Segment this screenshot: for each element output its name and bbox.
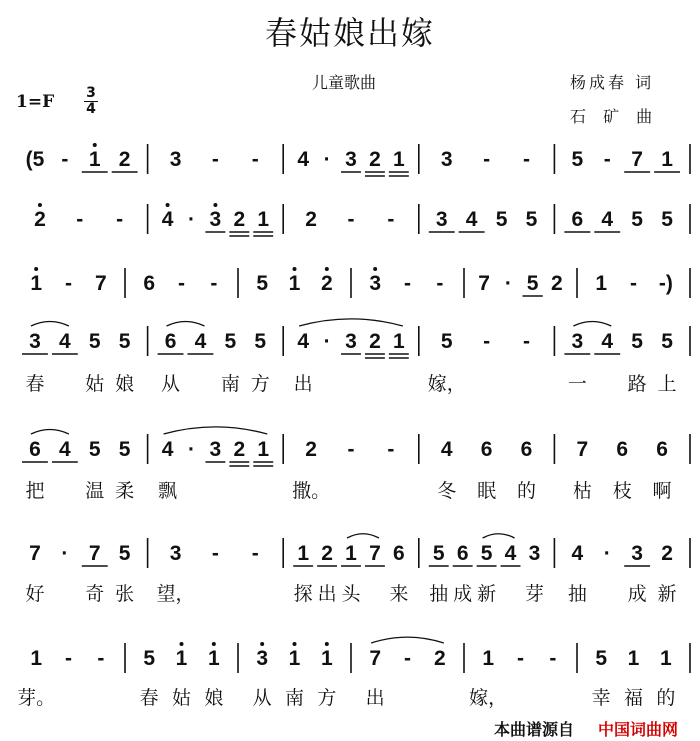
note: 4 xyxy=(59,330,71,353)
note: 2 xyxy=(34,208,46,231)
note: 4 xyxy=(465,208,478,231)
note: - xyxy=(65,647,72,670)
lyric-char: 望， xyxy=(156,583,195,605)
note: - xyxy=(61,148,69,171)
note: - xyxy=(387,438,395,461)
note: 2 xyxy=(369,330,381,353)
note: - xyxy=(404,647,411,670)
lyric-char: 出 xyxy=(293,373,313,395)
note: 2 xyxy=(661,542,673,565)
note: - xyxy=(404,272,411,295)
note: - xyxy=(522,330,530,353)
lyric-char: 方 xyxy=(250,373,270,395)
lyric-char: 柔 xyxy=(115,480,135,502)
note: 3 xyxy=(256,647,269,670)
lyric-char: 撒。 xyxy=(292,480,331,502)
note: 7 xyxy=(631,148,643,171)
lyric-char: 娘 xyxy=(204,687,224,709)
lyric-char: 新 xyxy=(657,583,677,605)
note: - xyxy=(522,148,530,171)
note: 1 xyxy=(30,647,43,670)
slur xyxy=(483,534,515,538)
note: 3 xyxy=(29,330,41,353)
lyric-char: 啊 xyxy=(652,480,672,502)
note: 2 xyxy=(118,148,131,171)
note: 7 xyxy=(369,647,382,670)
octave-dot xyxy=(34,267,38,271)
note: · xyxy=(504,272,512,295)
note: 5 xyxy=(118,542,131,565)
note: - xyxy=(603,148,611,171)
note: 6 xyxy=(456,542,469,565)
lyric-char: 方 xyxy=(317,687,337,709)
note: · xyxy=(187,438,195,461)
note: 3 xyxy=(571,330,584,353)
note: 3 xyxy=(345,330,357,353)
slur xyxy=(573,321,611,326)
lyric-char: 从 xyxy=(161,373,181,395)
lyric-char: 枝 xyxy=(612,480,632,502)
lyric-char: 抽 xyxy=(429,583,449,605)
note: 2 xyxy=(233,438,246,461)
lyric-char: 新 xyxy=(477,583,497,605)
note: 2 xyxy=(369,148,381,171)
octave-dot xyxy=(166,203,170,207)
lyric-char: 姑 xyxy=(85,373,105,395)
lyric-char: 探 xyxy=(293,583,313,605)
note: 7 xyxy=(88,542,101,565)
note: 5 xyxy=(595,647,608,670)
note: · xyxy=(61,542,69,565)
note: 5 xyxy=(143,647,156,670)
lyric-char: 枯 xyxy=(572,480,592,502)
lyric-char: 好 xyxy=(25,583,45,605)
note: - xyxy=(211,148,219,171)
lyric-char: 成 xyxy=(627,583,647,605)
lyric-char: 南 xyxy=(284,687,305,709)
lyric-char: 出 xyxy=(317,583,337,605)
note: - xyxy=(210,272,218,295)
slur xyxy=(371,637,444,643)
note: - xyxy=(630,272,637,295)
lyric-char: 嫁， xyxy=(427,373,466,395)
slur xyxy=(31,321,69,326)
note: 3 xyxy=(169,542,182,565)
lyric-char: 把 xyxy=(25,480,45,502)
note: 6 xyxy=(656,438,668,461)
lyric-char: 上 xyxy=(657,373,677,395)
note: 5 xyxy=(495,208,508,231)
note: 3 xyxy=(369,272,382,295)
note: 3 xyxy=(631,542,643,565)
slur xyxy=(299,319,403,326)
note: 1 xyxy=(257,208,270,231)
note: 7 xyxy=(576,438,589,461)
lyric-char: 头 xyxy=(341,583,361,605)
lyric-char: 幸 xyxy=(591,687,611,709)
octave-dot xyxy=(293,267,297,271)
note: 2 xyxy=(320,272,333,295)
note: 4 xyxy=(161,438,174,461)
note: 1 xyxy=(88,148,101,171)
note: 4 xyxy=(59,438,71,461)
note: 6 xyxy=(29,438,41,461)
lyric-char: 来 xyxy=(389,583,409,605)
note: 5 xyxy=(254,330,267,353)
note: 4 xyxy=(601,330,614,353)
lyric-char: 温 xyxy=(85,480,105,502)
note: 5 xyxy=(256,272,269,295)
octave-dot xyxy=(180,642,184,646)
lyric-char: 娘 xyxy=(115,373,135,395)
note: 1 xyxy=(30,272,43,295)
note: 1 xyxy=(661,148,673,171)
lyricist-credit: 杨成春 词 xyxy=(570,73,655,92)
lyric-char: 冬 xyxy=(437,480,457,502)
note: 3 xyxy=(528,542,541,565)
note: 3 xyxy=(345,148,357,171)
lyric-char: 抽 xyxy=(567,583,587,605)
octave-dot xyxy=(325,642,329,646)
time-denominator: 4 xyxy=(84,101,98,117)
note: 5 xyxy=(661,330,673,353)
note: 2 xyxy=(305,208,317,231)
note: - xyxy=(251,542,259,565)
octave-dot xyxy=(260,642,264,646)
note: 1 xyxy=(175,647,188,670)
octave-dot xyxy=(373,267,377,271)
note: 5 xyxy=(525,208,538,231)
note: 4 xyxy=(194,330,207,353)
note: 1 xyxy=(392,330,405,353)
note: - xyxy=(549,647,557,670)
lyric-char: 路 xyxy=(627,373,647,395)
note: 2 xyxy=(433,647,446,670)
note: - xyxy=(387,208,395,231)
note: 5 xyxy=(571,148,584,171)
note: -) xyxy=(658,272,673,295)
note: 4 xyxy=(440,438,453,461)
slur xyxy=(164,427,268,434)
lyric-char: 飘 xyxy=(158,480,178,502)
note: · xyxy=(187,208,195,231)
note: 7 xyxy=(478,272,490,295)
lyric-char: 张 xyxy=(115,583,135,605)
note: · xyxy=(323,330,331,353)
octave-dot xyxy=(38,203,42,207)
note: 1 xyxy=(297,542,310,565)
note: 2 xyxy=(321,542,333,565)
lyric-char: 的 xyxy=(656,687,676,709)
lyric-char: 奇 xyxy=(85,583,105,605)
lyric-char: 南 xyxy=(220,373,240,395)
note: 5 xyxy=(631,330,643,353)
note: 1 xyxy=(627,647,640,670)
time-numerator: 3 xyxy=(86,85,96,101)
slur xyxy=(347,534,379,538)
note: 5 xyxy=(224,330,237,353)
lyric-char: 眠 xyxy=(477,480,497,502)
note: 3 xyxy=(209,208,222,231)
note: 7 xyxy=(94,272,107,295)
composer-credit: 石 矿 曲 xyxy=(570,107,659,126)
note: - xyxy=(436,272,444,295)
note: 1 xyxy=(207,647,220,670)
note: 4 xyxy=(571,542,584,565)
octave-dot xyxy=(293,642,297,646)
note: 6 xyxy=(480,438,493,461)
note: 6 xyxy=(520,438,533,461)
note: 1 xyxy=(659,647,672,670)
note: - xyxy=(76,208,84,231)
slur xyxy=(31,429,69,434)
lyric-char: 芽 xyxy=(524,583,544,605)
note: 5 xyxy=(88,330,101,353)
note: - xyxy=(116,208,124,231)
note: 7 xyxy=(29,542,41,565)
note: 2 xyxy=(551,272,563,295)
lyric-char: 一 xyxy=(567,373,587,395)
note: (5 xyxy=(25,148,45,171)
lyric-char: 春 xyxy=(25,373,45,395)
note: 5 xyxy=(661,208,673,231)
note: 3 xyxy=(209,438,222,461)
note: - xyxy=(251,148,259,171)
note: - xyxy=(347,208,355,231)
lyric-char: 出 xyxy=(365,687,385,709)
key-signature: 1=F xyxy=(16,92,55,112)
note: 4 xyxy=(297,330,310,353)
octave-dot xyxy=(212,642,216,646)
lyric-char: 福 xyxy=(623,687,644,709)
note: · xyxy=(323,148,331,171)
note: 3 xyxy=(169,148,182,171)
note: 6 xyxy=(571,208,584,231)
octave-dot xyxy=(213,203,217,207)
note: 2 xyxy=(305,438,317,461)
note: - xyxy=(483,330,491,353)
note: 1 xyxy=(320,647,333,670)
lyric-char: 姑 xyxy=(171,687,192,709)
note: 1 xyxy=(257,438,270,461)
note: · xyxy=(603,542,611,565)
note: 1 xyxy=(392,148,405,171)
song-genre: 儿童歌曲 xyxy=(312,73,377,92)
note: 5 xyxy=(526,272,539,295)
note: 5 xyxy=(480,542,493,565)
note: - xyxy=(347,438,355,461)
note: - xyxy=(65,272,72,295)
note: 5 xyxy=(440,330,453,353)
note: 2 xyxy=(233,208,246,231)
note: 1 xyxy=(345,542,357,565)
note: 1 xyxy=(288,647,301,670)
note: 5 xyxy=(631,208,643,231)
note: - xyxy=(211,542,219,565)
note: 4 xyxy=(161,208,174,231)
note: 6 xyxy=(164,330,177,353)
note: 6 xyxy=(616,438,629,461)
note: 3 xyxy=(435,208,448,231)
lyric-char: 从 xyxy=(252,687,272,709)
lyric-char: 嫁， xyxy=(469,687,508,709)
note: 1 xyxy=(482,647,495,670)
lyric-char: 成 xyxy=(453,583,473,605)
note: - xyxy=(483,148,491,171)
note: 7 xyxy=(369,542,381,565)
octave-dot xyxy=(93,143,97,147)
note: 6 xyxy=(392,542,405,565)
lyric-char: 芽。 xyxy=(17,687,56,709)
note: - xyxy=(517,647,524,670)
note: 5 xyxy=(88,438,101,461)
lyric-char: 的 xyxy=(516,480,536,502)
note: 4 xyxy=(297,148,310,171)
footer-source: 本曲谱源自 xyxy=(494,720,575,739)
note: 3 xyxy=(440,148,453,171)
song-title: 春姑娘出嫁 xyxy=(264,14,435,52)
note: 1 xyxy=(288,272,301,295)
note: 1 xyxy=(595,272,608,295)
footer-site-name[interactable]: 中国词曲网 xyxy=(598,720,679,739)
note: 5 xyxy=(118,438,131,461)
lyric-char: 春 xyxy=(139,687,159,709)
note: 4 xyxy=(601,208,614,231)
note: - xyxy=(178,272,185,295)
note: 5 xyxy=(432,542,445,565)
octave-dot xyxy=(325,267,329,271)
slur xyxy=(167,321,205,326)
note: - xyxy=(97,647,105,670)
note: 4 xyxy=(504,542,517,565)
note: 5 xyxy=(118,330,131,353)
note: 6 xyxy=(143,272,156,295)
